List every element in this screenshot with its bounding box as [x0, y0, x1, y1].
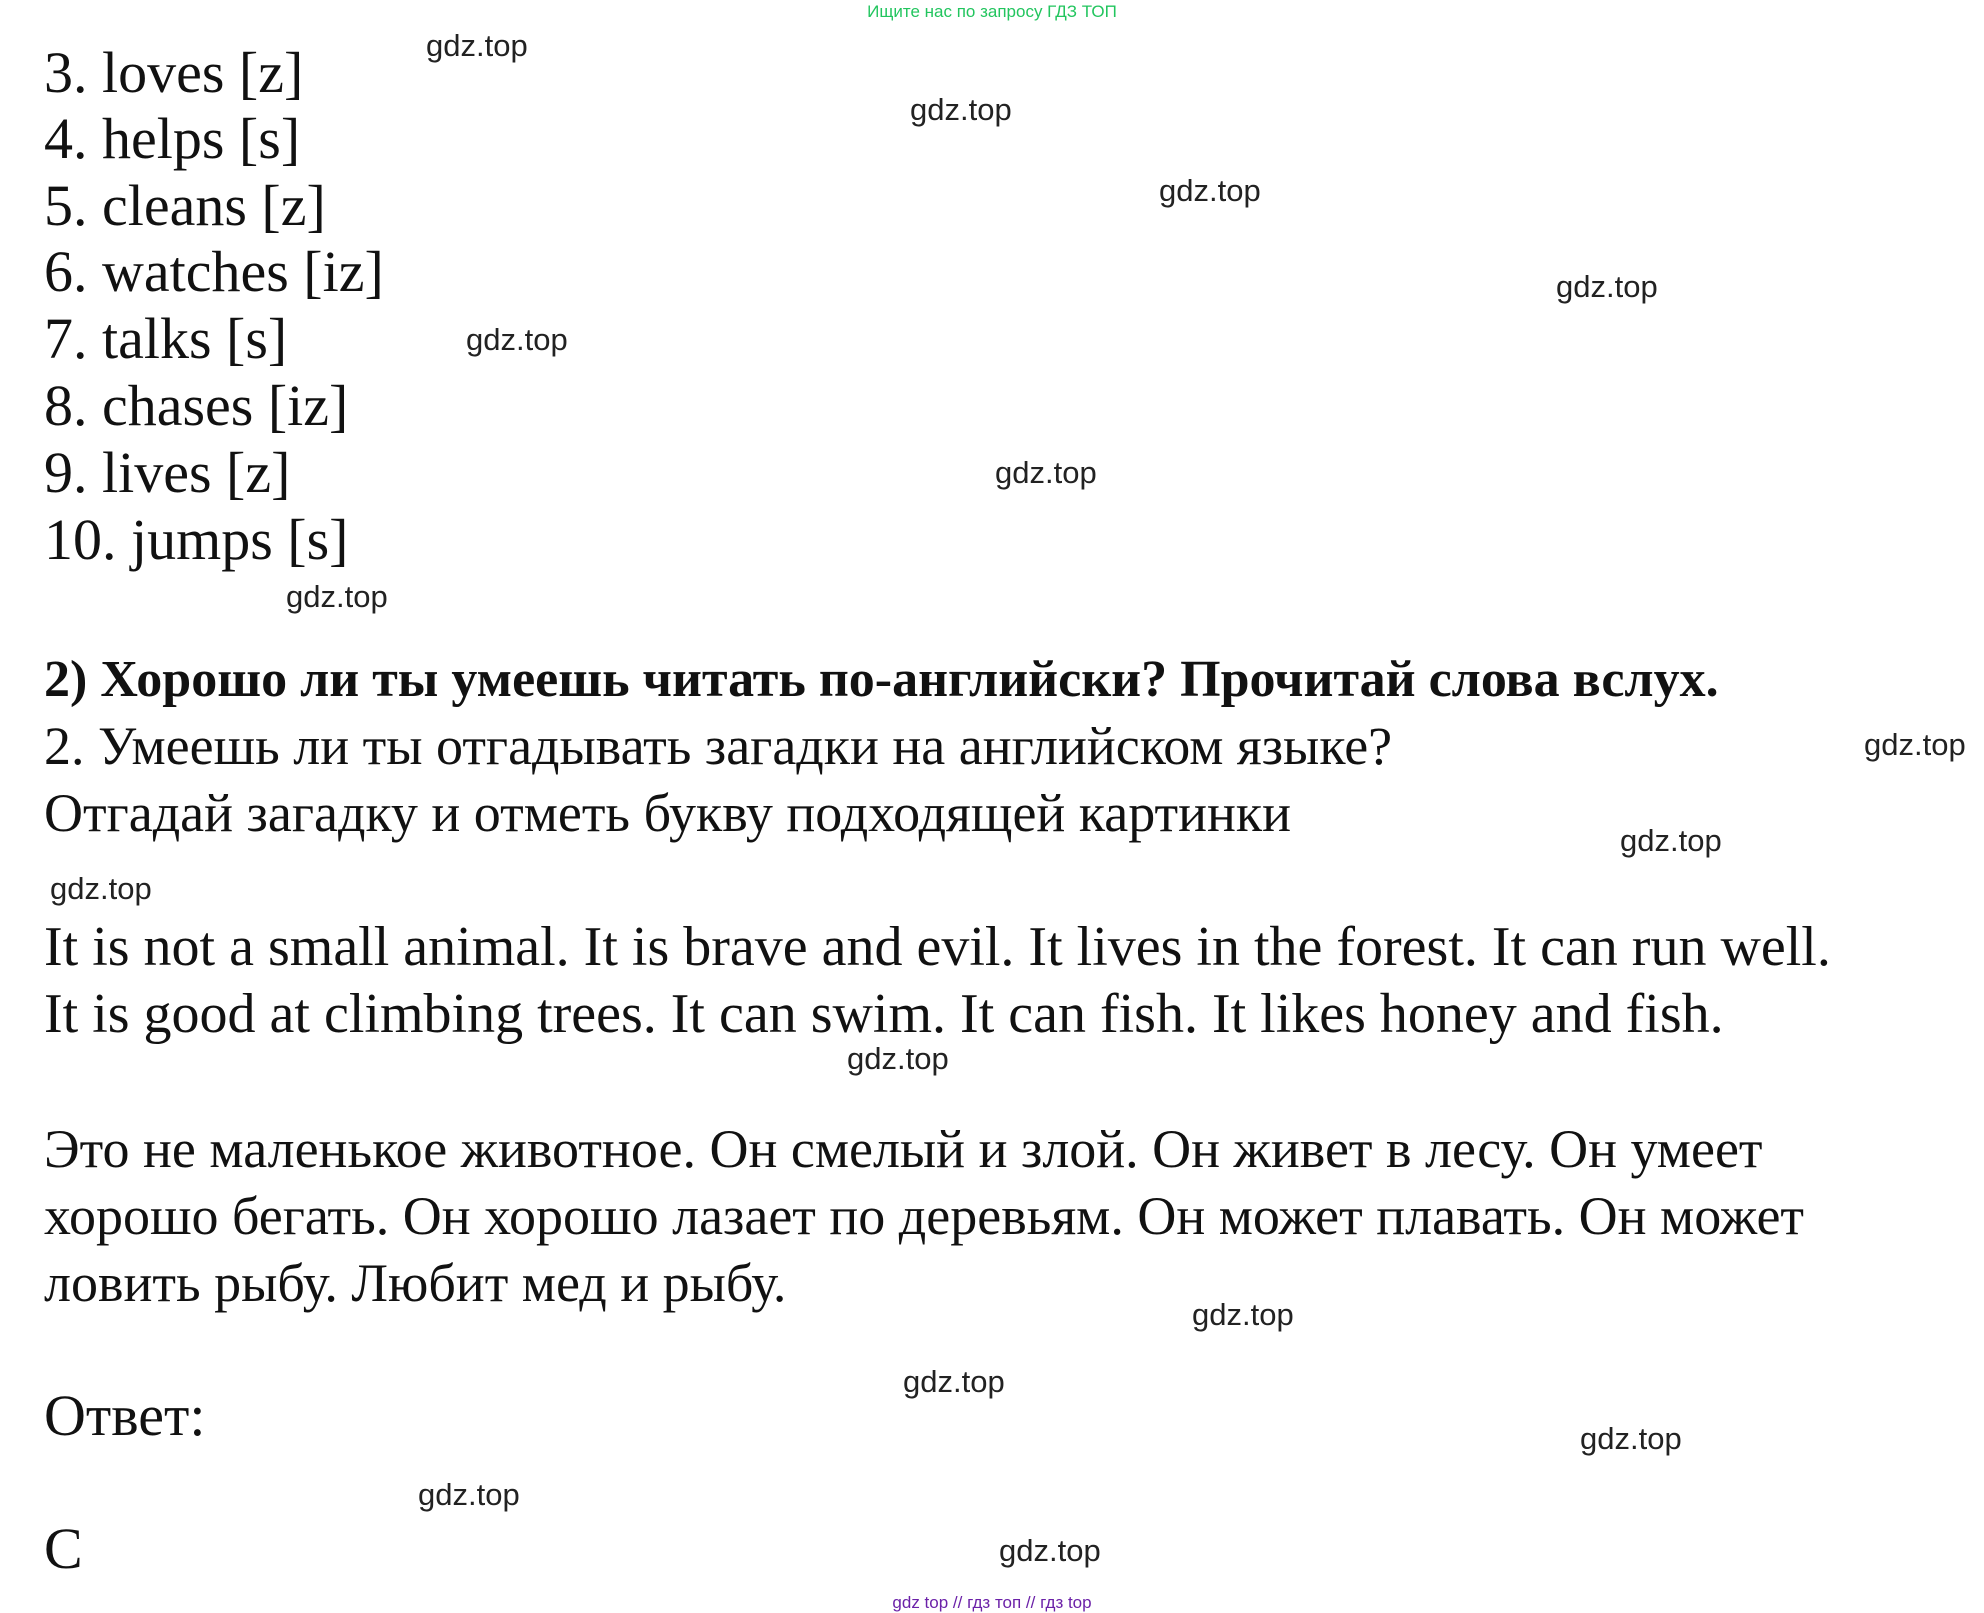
answer-label: Ответ: — [44, 1383, 206, 1448]
watermark: gdz.top — [1556, 269, 1658, 304]
watermark: gdz.top — [999, 1533, 1101, 1568]
watermark: gdz.top — [466, 322, 568, 357]
task-heading: 2) Хорошо ли ты умеешь читать по-английски? Прочитай слова вслух. — [44, 651, 1719, 708]
list-item: 10. jumps [s] — [44, 507, 349, 572]
watermark: gdz.top — [903, 1364, 1005, 1399]
watermark: gdz.top — [1864, 727, 1966, 762]
watermark: gdz.top — [286, 579, 388, 614]
watermark: gdz.top — [1580, 1421, 1682, 1456]
list-item: 7. talks [s] — [44, 306, 288, 371]
task-instruction: Отгадай загадку и отметь букву подходящей картинки — [44, 783, 1292, 843]
watermark: gdz.top — [426, 28, 528, 63]
watermark: gdz.top — [1192, 1297, 1294, 1332]
riddle-ru-line: ловить рыбу. Любит мед и рыбу. — [44, 1253, 787, 1313]
riddle-ru-line: Это не маленькое животное. Он смелый и злой. Он живет в лесу. Он умеет — [44, 1119, 1763, 1179]
watermark: gdz.top — [1159, 173, 1261, 208]
list-item: 9. lives [z] — [44, 440, 291, 505]
task-question: 2. Умеешь ли ты отгадывать загадки на английском языке? — [44, 716, 1393, 776]
watermark: gdz.top — [1620, 823, 1722, 858]
riddle-ru-line: хорошо бегать. Он хорошо лазает по деревьям. Он может плавать. Он может — [44, 1186, 1805, 1246]
riddle-en-line: It is good at climbing trees. It can swim. It can fish. It likes honey and fish. — [44, 983, 1724, 1045]
list-item: 5. cleans [z] — [44, 173, 326, 238]
watermark: gdz.top — [418, 1477, 520, 1512]
answer-value: C — [44, 1516, 83, 1581]
watermark: gdz.top — [995, 455, 1097, 490]
watermark: gdz.top — [50, 871, 152, 906]
list-item: 3. loves [z] — [44, 40, 304, 105]
top-banner: Ищите нас по запросу ГДЗ ТОП — [867, 2, 1117, 21]
list-item: 6. watches [iz] — [44, 239, 384, 304]
list-item: 8. chases [iz] — [44, 373, 349, 438]
watermark: gdz.top — [910, 92, 1012, 127]
riddle-en-line: It is not a small animal. It is brave and evil. It lives in the forest. It can run well. — [44, 916, 1831, 978]
footer-text: gdz top // гдз топ // гдз top — [892, 1593, 1092, 1612]
watermark: gdz.top — [847, 1041, 949, 1076]
list-item: 4. helps [s] — [44, 106, 301, 171]
